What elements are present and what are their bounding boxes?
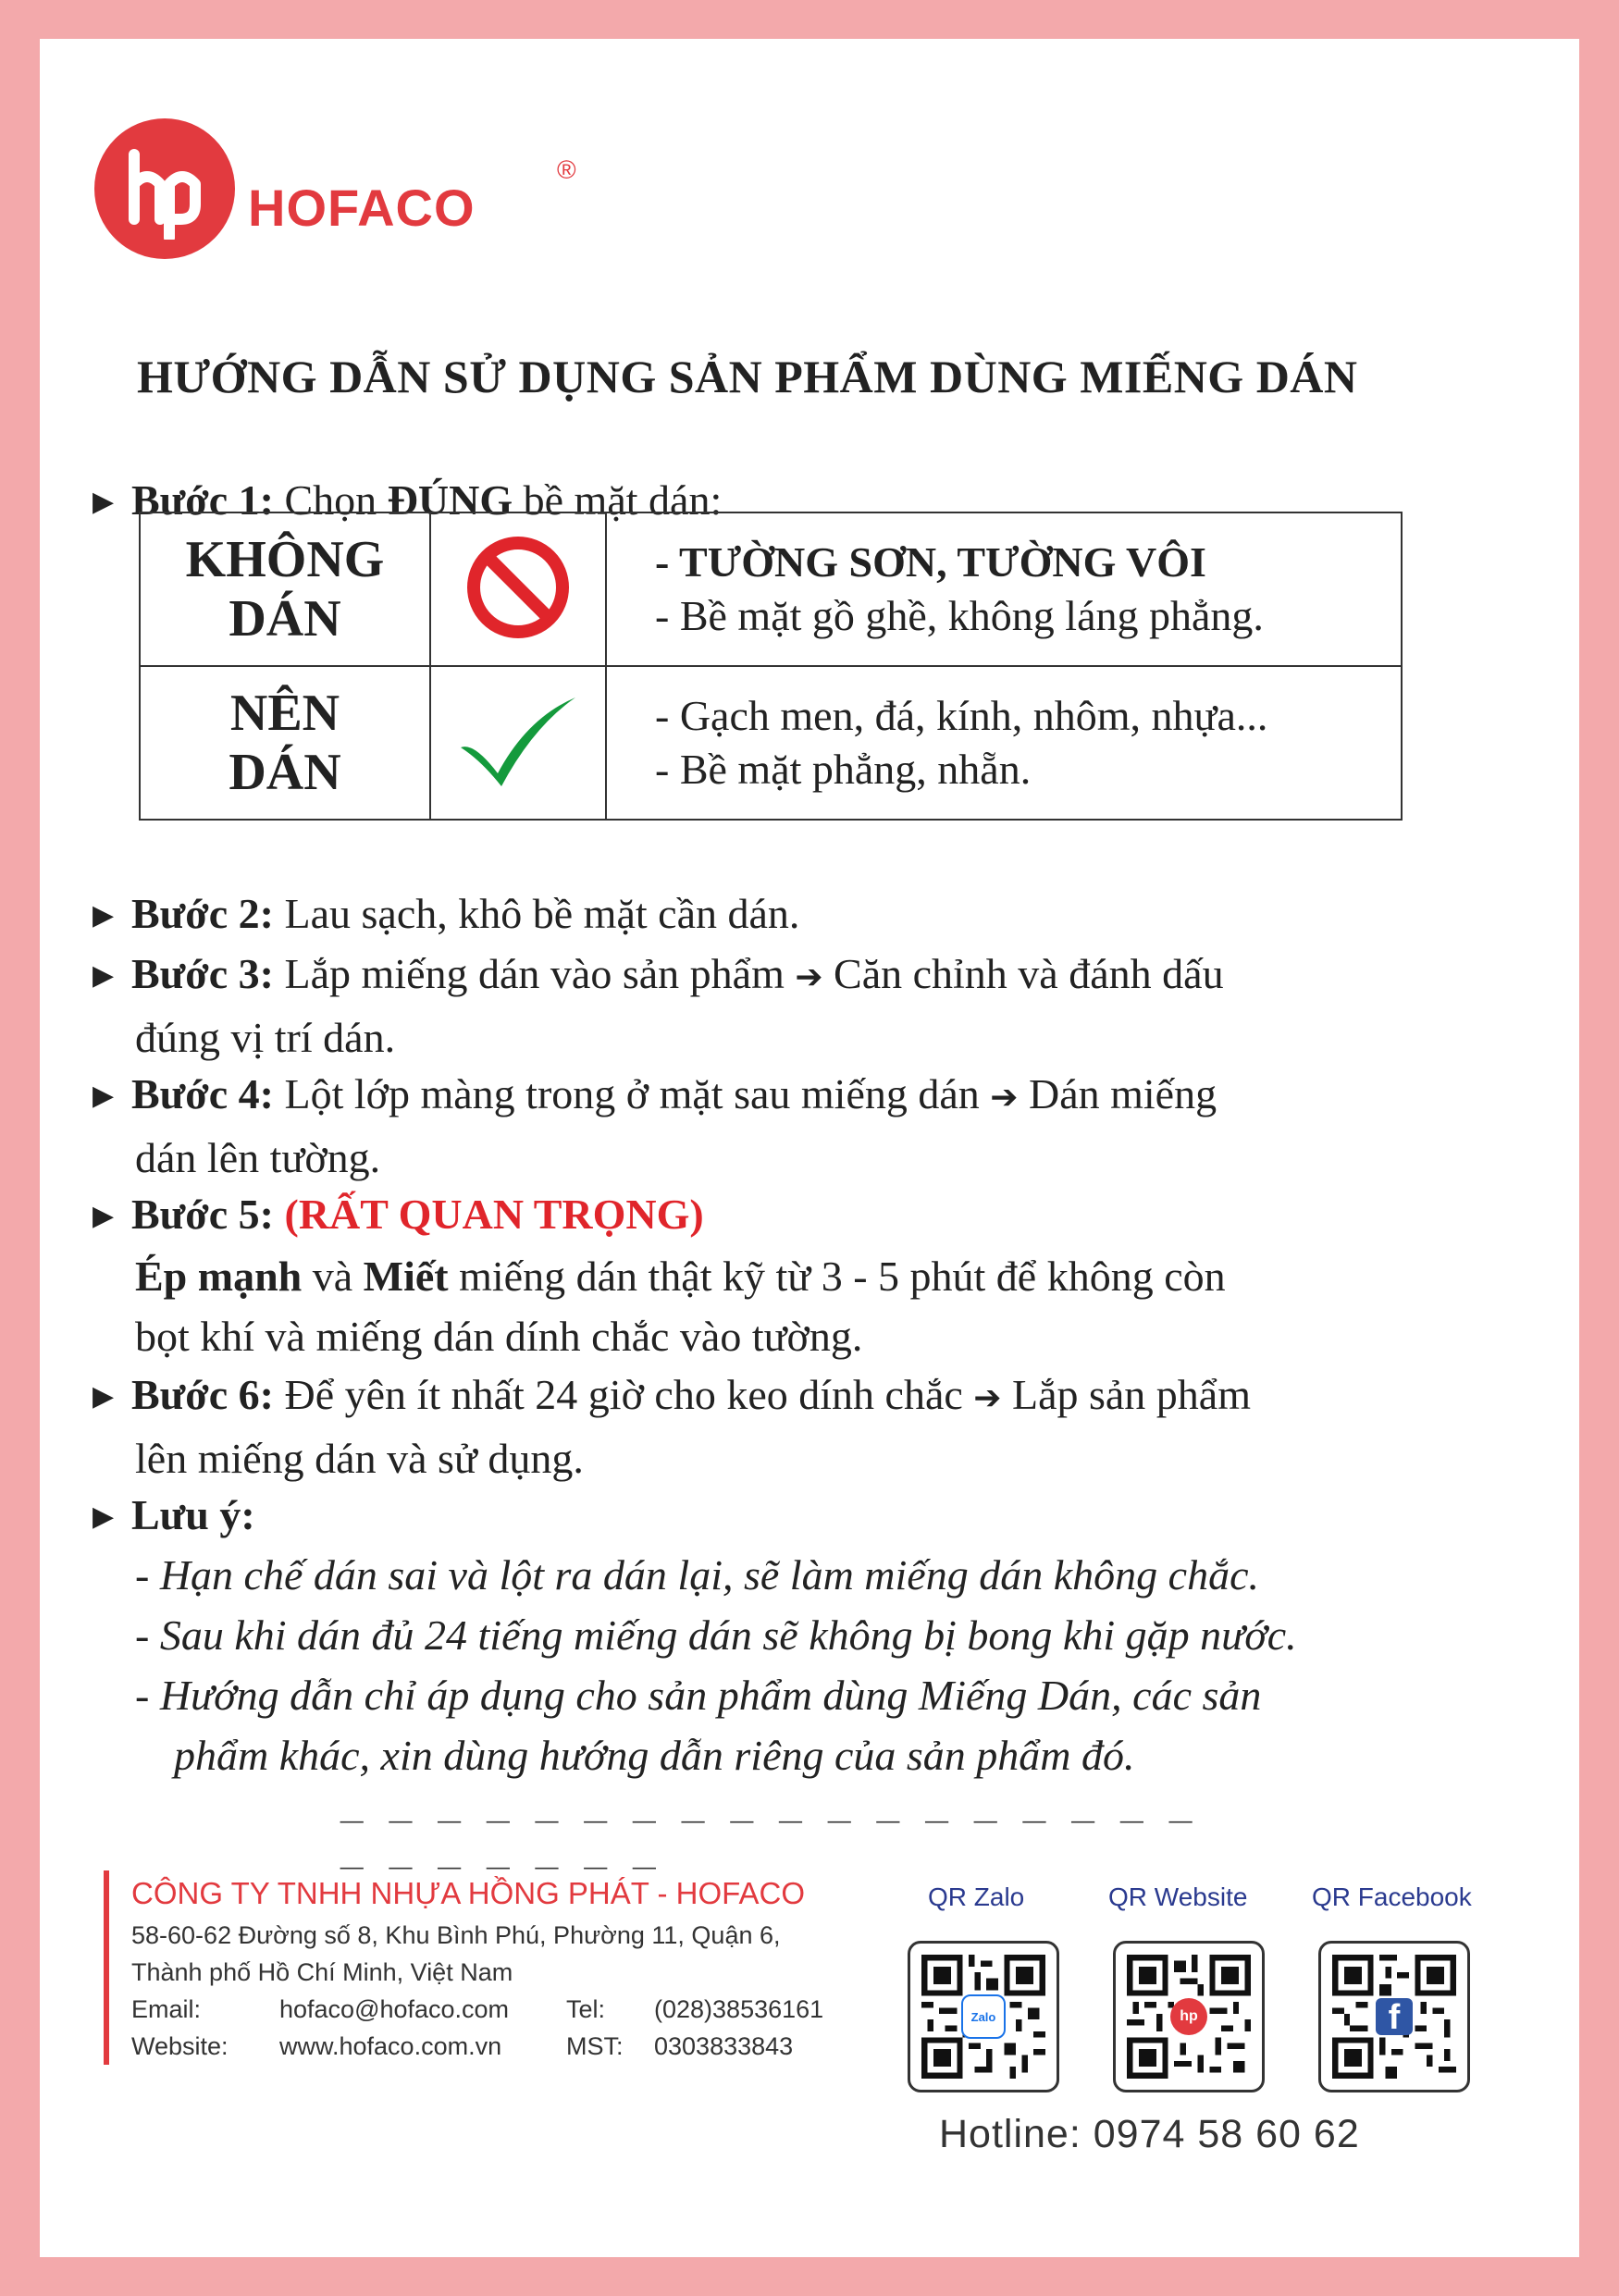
surface-table [139, 512, 1403, 821]
zalo-icon: Zalo [961, 1994, 1006, 2039]
step-2: ▶ Bước 2: Lau sạch, khô bề mặt cần dán. [93, 883, 1406, 945]
right-arrow-icon: ➔ [990, 1079, 1019, 1117]
note-item: - Sau khi dán đủ 24 tiếng miếng dán sẽ không bị bong khi gặp nước. [135, 1611, 1297, 1659]
phone-link[interactable]: (028)38536161 [654, 1995, 824, 2023]
website-link[interactable]: www.hofaco.com.vn [279, 2032, 502, 2060]
logo-circle [94, 118, 235, 259]
bullet-arrow-icon: ▶ [93, 1500, 115, 1533]
qr-label-website: QR Website [1108, 1882, 1248, 1911]
brand-logo [94, 118, 576, 259]
label-khong-dan: KHÔNG DÁN [140, 512, 430, 666]
step-1: ▶ Bước 1: Chọn ĐÚNG bề mặt dán: [93, 470, 1406, 532]
table-row-do-not-stick [140, 512, 1402, 666]
step-4: ▶ Bước 4: Lột lớp màng trong ở mặt sau miếng dán ➔ Dán miếng dán lên tường. [93, 1064, 1406, 1188]
facebook-icon: f [1376, 1998, 1413, 2035]
bullet-arrow-icon: ▶ [93, 959, 115, 992]
dashed-divider: _ _ _ _ _ _ _ _ _ _ _ _ _ _ _ _ _ _ _ _ _ _ _ _ _ [340, 1782, 1200, 1873]
qr-facebook[interactable] [1318, 1941, 1470, 2092]
prohibited-icon [463, 532, 574, 643]
hofaco-logo-icon: hp [1170, 1998, 1207, 2035]
contact-row: Email: hofaco@hofaco.com Tel: (028)38536161 [131, 1991, 823, 2028]
note-item: - Hạn chế dán sai và lột ra dán lại, sẽ làm miếng dán không chắc. [135, 1551, 1259, 1599]
hotline[interactable]: Hotline: 0974 58 60 62 [939, 2112, 1360, 2156]
bullet-arrow-icon: ▶ [93, 899, 115, 932]
note-item: - Hướng dẫn chỉ áp dụng cho sản phẩm dùng Miếng Dán, các sản [135, 1672, 1262, 1719]
bullet-arrow-icon: ▶ [93, 486, 115, 518]
step-label: Bước 1: [131, 476, 274, 524]
qr-label-facebook: QR Facebook [1312, 1882, 1472, 1911]
bullet-arrow-icon: ▶ [93, 1380, 115, 1413]
company-address: 58-60-62 Đường số 8, Khu Bình Phú, Phường 11, Quận 6, [131, 1921, 781, 1949]
step-3: ▶ Bước 3: Lắp miếng dán vào sản phẩm ➔ Căn chỉnh và đánh dấu đúng vị trí dán. [93, 944, 1406, 1068]
right-arrow-icon: ➔ [795, 958, 823, 996]
right-arrow-icon: ➔ [973, 1379, 1002, 1417]
brand-name: HOFACO [248, 178, 476, 237]
page-title: HƯỚNG DẪN SỬ DỤNG SẢN PHẨM DÙNG MIẾNG DÁN [137, 351, 1358, 402]
email-link[interactable]: hofaco@hofaco.com [279, 1995, 510, 2023]
qr-zalo[interactable] [908, 1941, 1059, 2092]
bullet-arrow-icon: ▶ [93, 1080, 115, 1112]
company-name: CÔNG TY TNHH NHỰA HỒNG PHÁT - HOFACO [131, 1876, 805, 1910]
table-row-should-stick [140, 666, 1402, 820]
desc-do-not-stick: - TƯỜNG SƠN, TƯỜNG VÔI - Bề mặt gồ ghề, không láng phẳng. [606, 512, 1402, 666]
tax-code: 0303833843 [654, 2032, 794, 2060]
registered-mark: ® [557, 155, 576, 184]
checkmark-icon [453, 690, 583, 792]
hp-monogram-icon [114, 138, 216, 240]
note-item: phẩm khác, xin dùng hướng dẫn riêng của sản phẩm đó. [174, 1732, 1135, 1779]
step-6: ▶ Bước 6: Để yên ít nhất 24 giờ cho keo dính chắc ➔ Lắp sản phẩm lên miếng dán và sử dụng. [93, 1364, 1406, 1488]
bullet-arrow-icon: ▶ [93, 1200, 115, 1232]
notes-heading: ▶ Lưu ý: [93, 1485, 1406, 1547]
company-info [104, 1870, 823, 2065]
step-5: ▶ Bước 5: (RẤT QUAN TRỌNG) Ép mạnh và Miết miếng dán thật kỹ từ 3 - 5 phút để không còn bọt khí và miếng dán dính chắc vào tường. [93, 1184, 1406, 1366]
qr-website[interactable] [1113, 1941, 1265, 2092]
label-nen-dan: NÊN DÁN [140, 666, 430, 820]
desc-should-stick: - Gạch men, đá, kính, nhôm, nhựa... - Bề mặt phẳng, nhẵn. [606, 666, 1402, 820]
qr-label-zalo: QR Zalo [928, 1882, 1025, 1911]
important-label: (RẤT QUAN TRỌNG) [284, 1191, 704, 1238]
contact-row: Website: www.hofaco.com.vn MST: 0303833843 [131, 2028, 823, 2065]
company-address: Thành phố Hồ Chí Minh, Việt Nam [131, 1958, 513, 1986]
